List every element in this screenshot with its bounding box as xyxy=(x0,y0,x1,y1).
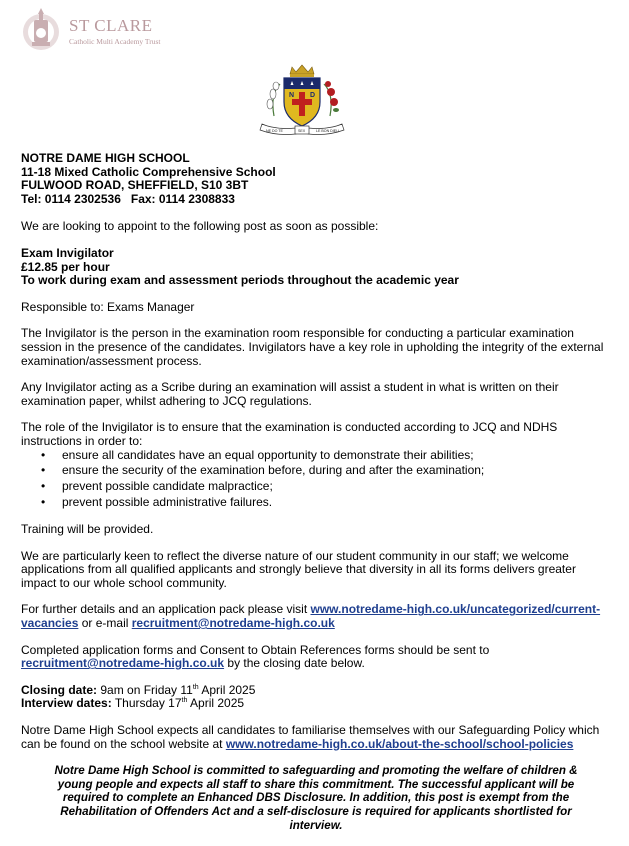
policy-paragraph xyxy=(21,724,611,751)
closing-date xyxy=(21,684,611,698)
crest-motto-left: NE DO TE xyxy=(266,129,283,133)
duties-intro: The role of the Invigilator is to ensure that the examination is conducted according to JCQ and NDHS instructions in order to: xyxy=(21,420,558,448)
closing-date-sup: th xyxy=(192,683,199,691)
recruitment-email-link-2[interactable]: recruitment@notredame-high.co.uk xyxy=(21,656,225,671)
vacancies-link[interactable]: www.notredame-high.co.uk/uncategorized/current-vacancies xyxy=(21,602,601,631)
closing-date-label: Closing date: xyxy=(21,682,98,697)
school-phone: Tel: 0114 2302536 Fax: 0114 2308833 xyxy=(21,191,235,206)
post-block xyxy=(21,247,611,288)
job-advert xyxy=(21,152,611,832)
interview-dates-label: Interview dates: xyxy=(21,696,112,711)
interview-dates xyxy=(21,697,611,711)
crest-letter-n: N xyxy=(289,92,295,99)
duties-list xyxy=(21,449,611,511)
duty-item: • ensure the security of the examination before, during and after the examination; xyxy=(21,464,611,478)
school-address: FULWOOD ROAD, SHEFFIELD, S10 3BT xyxy=(21,178,249,193)
post-pay: £12.85 per hour xyxy=(21,259,110,274)
interview-dates-tail: April 2025 xyxy=(187,696,245,711)
interview-dates-sup: th xyxy=(181,697,188,705)
post-hours: To work during exam and assessment periods throughout the academic year xyxy=(21,273,459,288)
interview-dates-value: Thursday 17 xyxy=(111,696,182,711)
safeguarding-statement: Notre Dame High School is committed to safeguarding and promoting the welfare of children & young people and expects all staff to share this commitment. The successful applicant will be required to complete an Enhanced DBS Disclosure. In addition, this post is exempt from the Rehabilitation of Offenders Act and a self-disclosure is required for applicants shortlisted for interview. xyxy=(54,764,578,832)
details-middle: or e-mail xyxy=(78,616,132,631)
training-text: Training will be provided. xyxy=(21,522,154,537)
closing-date-value: 9am on Friday 11 xyxy=(97,682,193,697)
duty-item: • ensure all candidates have an equal opportunity to demonstrate their abilities; xyxy=(21,449,611,463)
completed-forms-paragraph xyxy=(21,644,611,671)
school-crest xyxy=(256,64,348,136)
trust-logo xyxy=(20,6,210,52)
policies-link[interactable]: www.notredame-high.co.uk/about-the-school/school-policies xyxy=(225,736,574,751)
crest-motto-center: SEX xyxy=(298,129,306,133)
school-name: NOTRE DAME HIGH SCHOOL xyxy=(21,151,190,165)
school-type: 11-18 Mixed Catholic Comprehensive School xyxy=(21,164,276,179)
details-prefix: For further details and an application pack please visit xyxy=(21,602,311,617)
school-address-block xyxy=(21,152,611,206)
school-crest-icon xyxy=(256,64,348,136)
recruitment-email-link[interactable]: recruitment@notredame-high.co.uk xyxy=(131,616,335,631)
trust-name: ST CLARE xyxy=(69,16,153,35)
crest-motto-right: LE BON DIEU xyxy=(316,129,339,133)
closing-date-tail: April 2025 xyxy=(198,682,256,697)
completed-suffix: by the closing date below. xyxy=(224,656,365,671)
dates-block xyxy=(21,684,611,711)
trust-subtitle: Catholic Multi Academy Trust xyxy=(69,37,161,46)
scribe-paragraph: Any Invigilator acting as a Scribe during an examination will assist a student in what is written on their examination paper, whilst adhering to JCQ regulations. xyxy=(21,380,559,408)
diversity-paragraph: We are particularly keen to reflect the diverse nature of our student community in our staff; we welcome applications from all qualified applicants and strongly believe that diversity in all its forms delivers greater impact to our whole school community. xyxy=(21,548,576,590)
duty-item: • prevent possible candidate malpractice; xyxy=(21,480,611,494)
intro-text: We are looking to appoint to the following post as soon as possible: xyxy=(21,219,379,234)
details-paragraph xyxy=(21,603,611,630)
duty-item: • prevent possible administrative failures. xyxy=(21,496,611,510)
responsible-to: Responsible to: Exams Manager xyxy=(21,299,195,314)
post-title: Exam Invigilator xyxy=(21,245,114,260)
role-paragraph: The Invigilator is the person in the examination room responsible for conducting a particular examination session in the presence of the candidates. Invigilators have a key role in upholding the integrity of the external examination/assessment process. xyxy=(21,326,604,368)
completed-prefix: Completed application forms and Consent to Obtain References forms should be sent to xyxy=(21,642,490,657)
policy-prefix: Notre Dame High School expects all candidates to familiarise themselves with our Safeguarding Policy which can be found on the school website at xyxy=(21,722,600,751)
crest-letter-d: D xyxy=(310,92,316,99)
trust-emblem-icon xyxy=(20,6,66,52)
